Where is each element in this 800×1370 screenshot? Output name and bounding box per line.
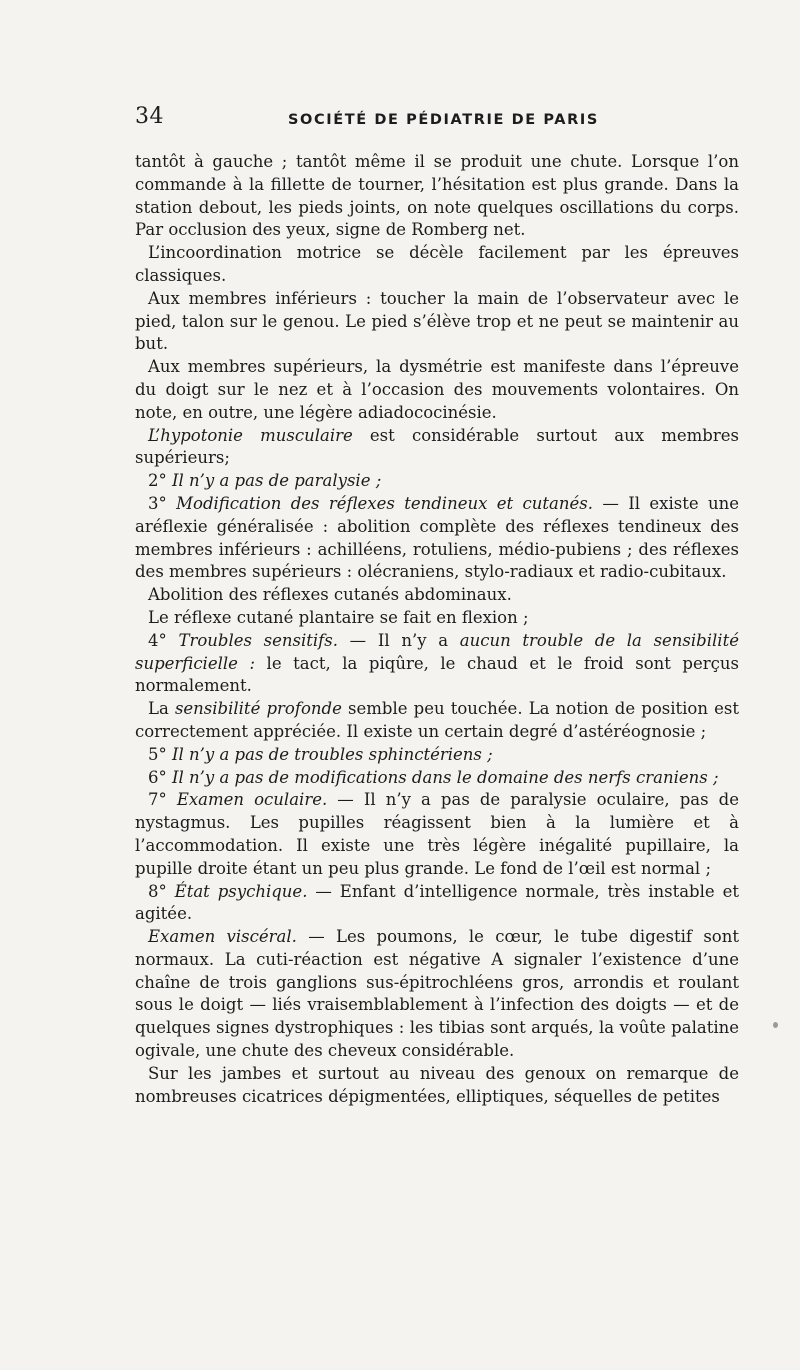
text-run: — Il n’y a pas de paralysie oculaire, pas de nystagmus. Les pupilles réagissent bien à la lumière et à l’accommodation. Il existe une très légère inégalité pupillaire, la pupille droite étant un peu plus grande. Le fond de l’œil est normal ;: [135, 790, 739, 878]
text-run: semble peu touchée. La notion de position est correctement appréciée. Il existe un certain degré d’astéréognosie ;: [135, 699, 739, 741]
paper-speck: [773, 1022, 778, 1028]
italic-run: Il n’y a pas de troubles sphinctériens ;: [172, 744, 493, 764]
italic-run: sensibilité profonde: [174, 699, 342, 719]
paragraph: [135, 151, 739, 242]
text-run: 6°: [148, 767, 172, 787]
paragraph: [135, 744, 739, 767]
text-run: Aux membres inférieurs : toucher la main de l’observateur avec le pied, talon sur le genou. Le pied s’élève trop et ne peut se maintenir au but.: [135, 288, 739, 354]
text-run: 5°: [148, 744, 172, 764]
paragraph: [135, 493, 739, 584]
text-run: le tact, la piqûre, le chaud et le froid sont perçus normalement.: [135, 653, 739, 696]
italic-run: Modification des réflexes tendineux et cutanés.: [176, 493, 593, 513]
italic-run: Troubles sensitifs.: [178, 630, 338, 650]
text-run: — Enfant d’intelligence normale, très instable et agitée.: [135, 881, 739, 924]
italic-run: Examen oculaire.: [176, 790, 328, 810]
text-run: L’incoordination motrice se décèle facilement par les épreuves classiques.: [135, 243, 739, 285]
text-run: — Il n’y a: [337, 630, 460, 650]
paragraph: [135, 630, 739, 698]
text-run: 7°: [148, 790, 177, 810]
italic-run: L’hypotonie musculaire: [148, 425, 353, 445]
paragraph: [135, 1063, 739, 1109]
text-run: Aux membres supérieurs, la dysmétrie est manifeste dans l’épreuve du doigt sur le nez et à l’occasion des mouvements volontaires. On note, en outre, une légère adiadococinésie.: [135, 357, 739, 422]
text-run: Sur les jambes et surtout au niveau des genoux on remarque de nombreuses cicatrices dépigmentées, elliptiques, séquelles de petites: [135, 1063, 739, 1106]
text-run: Abolition des réflexes cutanés abdominaux.: [148, 585, 512, 605]
paragraph: [135, 926, 739, 1063]
text-run: 8°: [148, 881, 175, 901]
text-run: La: [148, 699, 175, 719]
paragraph: [135, 288, 739, 356]
page-number: 34: [135, 104, 164, 129]
italic-run: aucun trouble de la sensibilité superficielle :: [135, 630, 739, 673]
paragraph: [135, 607, 739, 630]
running-title: SOCIÉTÉ DE PÉDIATRIE DE PARIS: [288, 112, 599, 128]
text-run: Le réflexe cutané plantaire se fait en flexion ;: [148, 607, 529, 627]
paragraph: [135, 698, 739, 744]
paragraph: [135, 584, 739, 607]
text-run: 3°: [148, 493, 177, 513]
paragraph: [135, 242, 739, 288]
text-run: — Les poumons, le cœur, le tube digestif sont normaux. La cuti-réaction est négative A signaler l’existence d’une chaîne de trois ganglions sus-épitrochléens gros, arrondis et roulant sous le doigt — liés vraisemblablement à l’infection des doigts — et de quelques signes dystrophiques : les tibias sont arqués, la voûte palatine ogivale, une chute des cheveux considérable.: [135, 927, 739, 1061]
text-run: 4°: [148, 630, 179, 650]
text-run: est considérable surtout aux membres supérieurs;: [135, 425, 739, 468]
paragraph: [135, 789, 739, 880]
paragraph: [135, 767, 739, 790]
paragraph: [135, 425, 739, 471]
text-run: 2°: [148, 471, 172, 491]
text-run: tantôt à gauche ; tantôt même il se produit une chute. Lorsque l’on commande à la fillette de tourner, l’hésitation est plus grande. Dans la station debout, les pieds joints, on note quelques oscillations du corps. Par occlusion des yeux, signe de Romberg net.: [135, 152, 739, 240]
paragraph: [135, 881, 739, 927]
paragraph: [135, 356, 739, 424]
body-text: [135, 151, 739, 1108]
italic-run: Examen viscéral.: [148, 927, 297, 947]
italic-run: Il n’y a pas de paralysie ;: [172, 471, 382, 491]
paragraph: [135, 470, 739, 493]
text-run: — Il existe une aréflexie généralisée : abolition complète des réflexes tendineux des membres inférieurs : achilléens, rotuliens, médio-pubiens ; des réflexes des membres supérieurs : olécraniens, stylo-radiaux et radio-cubitaux.: [135, 493, 739, 582]
italic-run: Il n’y a pas de modifications dans le domaine des nerfs craniens ;: [172, 767, 719, 787]
italic-run: État psychique.: [174, 881, 308, 901]
